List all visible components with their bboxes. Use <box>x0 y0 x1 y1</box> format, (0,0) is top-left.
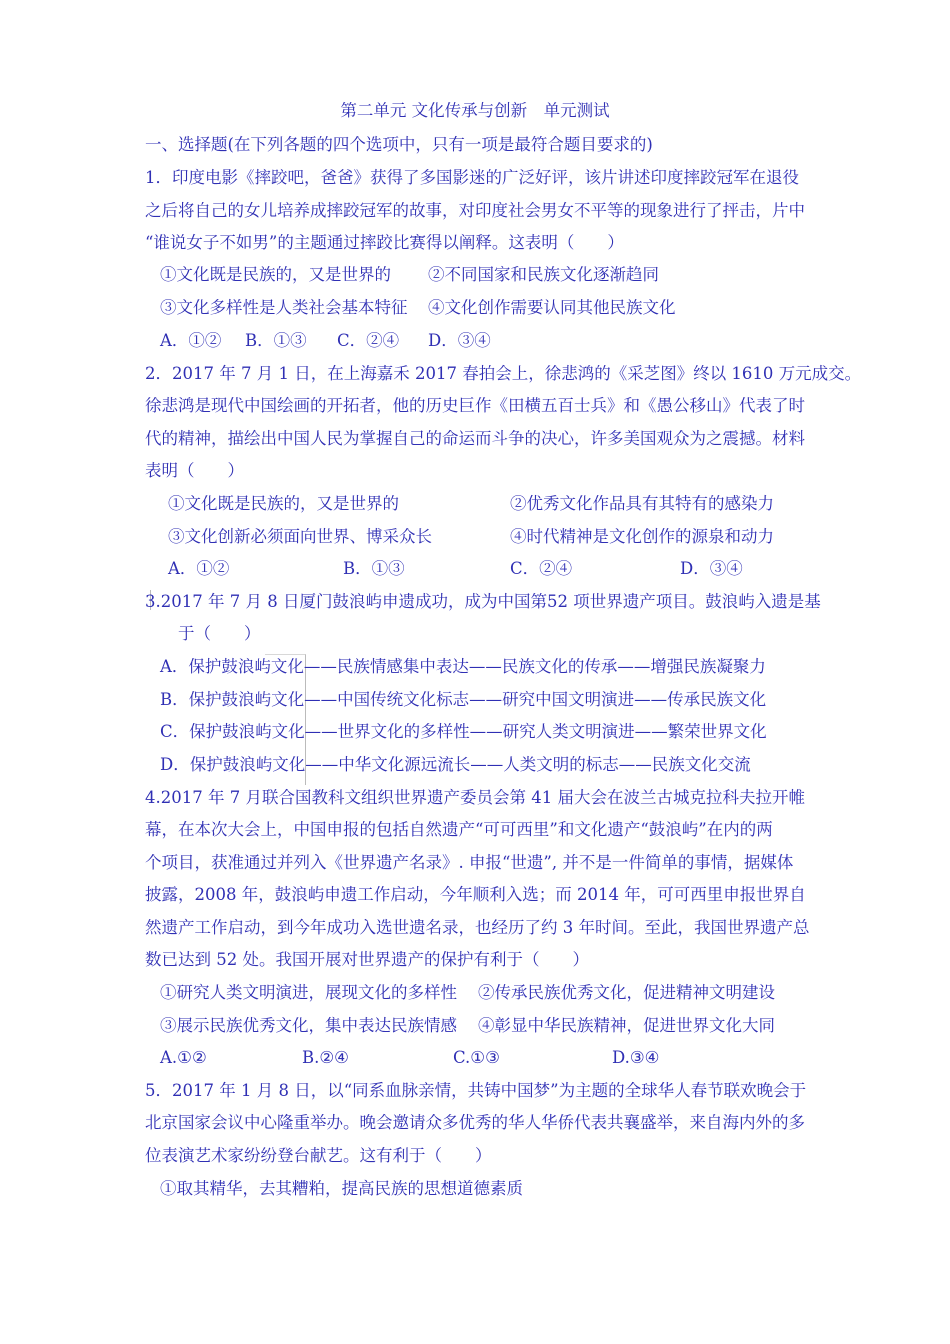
q5-stem-line: 位表演艺术家纷纷登台献艺。这有利于（ ） <box>145 1146 492 1165</box>
q1-stem-line: “谁说女子不如男”的主题通过摔跤比赛得以阐释。这表明（ ） <box>145 233 624 252</box>
q5-stem-line: 5．2017 年 1 月 8 日，以“同系血脉亲情，共铸中国梦”为主题的全球华人春节联欢晚会于 <box>145 1081 807 1100</box>
q4-statement-2: ②传承民族优秀文化，促进精神文明建设 <box>478 983 775 1002</box>
q1-statement-3: ③文化多样性是人类社会基本特征 <box>160 298 408 317</box>
q2-option-a: A．①② <box>168 559 230 578</box>
q4-option-b: B.②④ <box>302 1048 349 1067</box>
q4-option-d: D.③④ <box>612 1048 660 1067</box>
q4-stem-line: 幕，在本次大会上，中国申报的包括自然遗产“可可西里”和文化遗产“鼓浪屿”在内的两 <box>145 820 773 839</box>
page-title: 第二单元 文化传承与创新 单元测试 <box>340 101 610 120</box>
section-heading: 一、选择题(在下列各题的四个选项中，只有一项是最符合题目要求的) <box>145 135 653 154</box>
q1-statement-1: ①文化既是民族的，又是世界的 <box>160 265 391 284</box>
q2-stem-line: 代的精神，描绘出中国人民为掌握自己的命运而斗争的决心，许多美国观众为之震撼。材料 <box>145 429 805 448</box>
q1-stem-line: 1．印度电影《摔跤吧，爸爸》获得了多国影迷的广泛好评，该片讲述印度摔跤冠军在退役 <box>145 168 799 187</box>
q2-stem-line: 表明（ ） <box>145 461 244 480</box>
q1-option-c: C．②④ <box>337 331 400 350</box>
q1-stem-line: 之后将自己的女儿培养成摔跤冠军的故事，对印度社会男女不平等的现象进行了抨击，片中 <box>145 201 805 220</box>
q3-stem-line: 于（ ） <box>178 624 261 643</box>
q3-stem-line: 3.2017 年 7 月 8 日厦门鼓浪屿申遗成功，成为中国第52 项世界遗产项目。鼓浪屿入遗是基 <box>145 592 821 611</box>
q2-option-c: C．②④ <box>510 559 573 578</box>
q2-statement-1: ①文化既是民族的，又是世界的 <box>168 494 399 513</box>
q2-statement-3: ③文化创新必须面向世界、博采众长 <box>168 527 432 546</box>
q4-statement-3: ③展示民族优秀文化，集中表达民族情感 <box>160 1016 457 1035</box>
q4-stem-line: 个项目，获准通过并列入《世界遗产名录》. 申报“世遗”, 并不是一件简单的事情，据媒体 <box>145 853 794 872</box>
q2-statement-4: ④时代精神是文化创作的源泉和动力 <box>510 527 774 546</box>
q2-option-d: D．③④ <box>680 559 743 578</box>
q5-statement-1: ①取其精华，去其糟粕，提高民族的思想道德素质 <box>160 1179 523 1198</box>
q4-statement-1: ①研究人类文明演进，展现文化的多样性 <box>160 983 457 1002</box>
q3-option-d: D．保护鼓浪屿文化——中华文化源远流长——人类文明的标志——民族文化交流 <box>160 755 751 774</box>
q4-stem-line: 然遗产工作启动，到今年成功入选世遗名录，也经历了约 3 年时间。至此，我国世界遗产总 <box>145 918 810 937</box>
q4-stem-line: 4.2017 年 7 月联合国教科文组织世界遗产委员会第 41 届大会在波兰古城克拉科夫拉开帷 <box>145 788 805 807</box>
q1-statement-4: ④文化创作需要认同其他民族文化 <box>428 298 676 317</box>
q3-option-b: B．保护鼓浪屿文化——中国传统文化标志——研究中国文明演进——传承民族文化 <box>160 690 767 709</box>
q3-option-a: A．保护鼓浪屿文化——民族情感集中表达——民族文化的传承——增强民族凝聚力 <box>160 657 766 676</box>
q2-option-b: B．①③ <box>343 559 405 578</box>
q4-stem-line: 披露，2008 年，鼓浪屿申遗工作启动，今年顺利入选；而 2014 年，可可西里申报世界自 <box>145 885 806 904</box>
q4-stem-line: 数已达到 52 处。我国开展对世界遗产的保护有利于（ ） <box>145 950 589 969</box>
q4-option-c: C.①③ <box>453 1048 500 1067</box>
q3-option-c: C．保护鼓浪屿文化——世界文化的多样性——研究人类文明演进——繁荣世界文化 <box>160 722 767 741</box>
q2-statement-2: ②优秀文化作品具有其特有的感染力 <box>510 494 774 513</box>
q2-stem-line: 2．2017 年 7 月 1 日，在上海嘉禾 2017 春拍会上，徐悲鸿的《采芝图》终以 1610 万元成交。 <box>145 364 862 383</box>
q2-stem-line: 徐悲鸿是现代中国绘画的开拓者，他的历史巨作《田横五百士兵》和《愚公移山》代表了时 <box>145 396 805 415</box>
q1-option-a: A．①② <box>160 331 222 350</box>
q5-stem-line: 北京国家会议中心隆重举办。晚会邀请众多优秀的华人华侨代表共襄盛举，来自海内外的多 <box>145 1113 805 1132</box>
q1-statement-2: ②不同国家和民族文化逐渐趋同 <box>428 265 659 284</box>
q4-statement-4: ④彰显中华民族精神，促进世界文化大同 <box>478 1016 775 1035</box>
q1-option-b: B．①③ <box>245 331 307 350</box>
q4-option-a: A.①② <box>160 1048 207 1067</box>
q1-option-d: D．③④ <box>428 331 491 350</box>
